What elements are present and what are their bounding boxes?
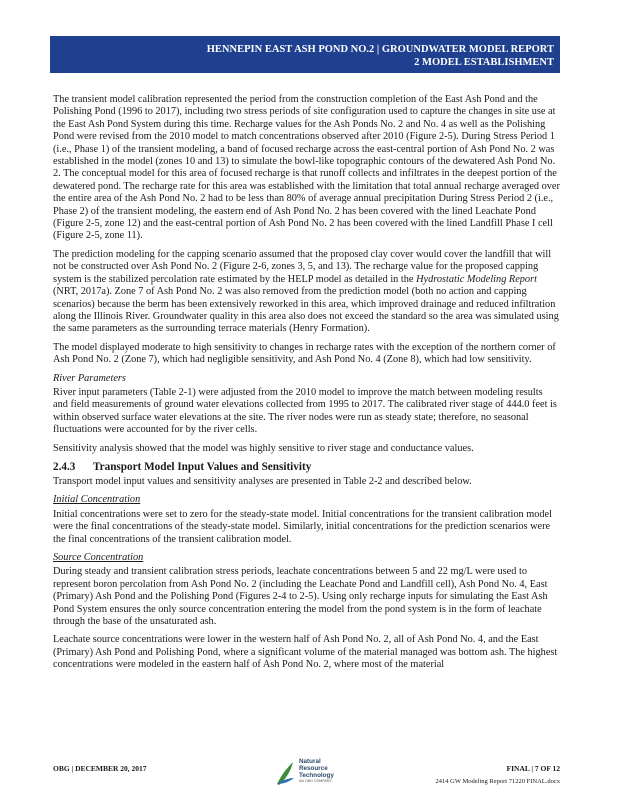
paragraph-prediction-modeling <box>53 249 560 336</box>
subheading-source-concentration: Source Concentration <box>53 552 144 563</box>
paragraph-river-sensitivity: Sensitivity analysis showed that the model was highly sensitive to river stage and conductance values. <box>53 442 474 454</box>
section-title: Transport Model Input Values and Sensitivity <box>93 460 312 473</box>
section-number: 2.4.3 <box>53 460 76 473</box>
paragraph-transient-calibration: The transient model calibration represented the period from the construction completion of the East Ash Pond and the Polishing Pond (1996 to 2017), including two stress periods of site configuration used to capture the changes in site use at the East Ash Pond System during this time. Recharge values for the Ash Ponds No. 2 and No. 4 as well as the Polishing Pond were revised from the 2010 model to match concentrations observed after 2010 (Figure 2-5). During Stress Period 1 (i.e., Phase 1) of the transient modeling, a band of focused recharge across the east-central portion of Ash Pond No. 2 was established in the model (zones 10 and 13) to simulate the bowl-like topographic contours of the dewatered Ash Pond No. 2. The conceptual model for this area of focused recharge is that runoff collects and infiltrates in the deepest portion of the dewatered pond. The recharge rate for this area was established with the limitation that total annual recharge averaged over the entire area of the Ash Pond No. 2 had to be less than 80% of average annual precipitation During Stress Period 2 (i.e., Phase 2) of the transient modeling, the eastern end of Ash Pond No. 2 has been covered with the lined Leachate Pond (Figure 2-5, zone 12) and the east-central portion of Ash Pond No. 2 has been covered with the lined Landfill Phase I cell (Figure 2-5, zone 11). <box>53 94 560 242</box>
paragraph-recharge-sensitivity: The model displayed moderate to high sensitivity to changes in recharge rates with the exception of the northern corner of Ash Pond No. 2 (Zone 7), which had negligible sensitivity, and Ash Pond No. 4 (Zone 8), which had low sensitivity. <box>53 341 556 366</box>
footer-page-number: FINAL | 7 OF 12 <box>506 764 560 773</box>
company-logo <box>275 756 345 792</box>
page-footer <box>53 756 560 792</box>
paragraph-leachate-source: Leachate source concentrations were lower in the western half of Ash Pond No. 2, all of Ash Pond No. 4, and the East (Primary) Ash Pond and Polishing Pond, where a significant volume of the material managed was bottom ash. The highest concentrations were modeled in the eastern half of Ash Pond No. 2, where most of the material <box>53 634 558 671</box>
paragraph-river-parameters: River input parameters (Table 2-1) were adjusted from the 2010 model to improve the match between modeling results and field measurements of ground water elevations collected from 1995 to 2017. The calibrated river stage of 444.0 feet is within observed surface water elevations at the site. The river nodes were run as steady state; therefore, no seasonal fluctuations were accounted for by the river cells. <box>53 386 557 436</box>
report-title-reference: Hydrostatic Modeling Report <box>416 273 537 285</box>
report-header-section: 2 MODEL ESTABLISHMENT <box>414 57 554 68</box>
logo-mark-icon <box>275 760 295 786</box>
report-header-bar <box>50 36 560 73</box>
subheading-initial-concentration: Initial Concentration <box>53 494 141 506</box>
subheading-river-parameters: River Parameters <box>53 372 126 384</box>
logo-subtitle: AN OBG COMPANY <box>299 779 332 783</box>
paragraph-transport-intro: Transport model input values and sensitivity analyses are presented in Table 2-2 and described below. <box>53 475 472 487</box>
logo-line: Technology <box>299 772 334 779</box>
paragraph-text: (NRT, 2017a). Zone 7 of Ash Pond No. 2 was also removed from the prediction model (both no action and capping scenarios) because the berm has been extensively reworked in this area, which improved drainage and reduced infiltration along the Illinois River. Groundwater quality in this area also does not exceed the standard so the area was simulated using the same parameters as the surrounding terrace materials (Henry Formation). <box>53 286 559 335</box>
paragraph-text: The prediction modeling for the capping scenario assumed that the proposed clay cover would cover the landfill that will not be constructed over Ash Pond No. 2 (Figure 2-6, zones 3, 5, and 13). The recharge value for the proposed capping system is the stabilized percolation rate estimated by the HELP model as detailed in the <box>53 248 552 285</box>
page-body <box>53 94 560 678</box>
section-heading <box>53 461 560 474</box>
logo-text <box>299 758 334 784</box>
logo-line: Natural <box>299 758 321 765</box>
report-header-title: HENNEPIN EAST ASH POND NO.2 | GROUNDWATER MODEL REPORT <box>206 44 554 55</box>
footer-filename: 2414 GW Modeling Report 71220 FINAL.docx <box>435 778 560 785</box>
paragraph-initial-concentration: Initial concentrations were set to zero for the steady-state model. Initial concentrations for the transient calibration model were the final concentrations of the steady-state model. Similarly, initial concentrations for the prediction scenarios were the final concentrations of the transient calibration model. <box>53 508 552 545</box>
logo-line: Resource <box>299 765 328 772</box>
footer-date: OBG | DECEMBER 20, 2017 <box>53 764 147 773</box>
paragraph-source-concentration: During steady and transient calibration stress periods, leachate concentrations between 5 and 22 mg/L were used to represent boron percolation from Ash Pond No. 2 (including the Leachate Pond and Landfill cell), Ash Pond No. 4, East (Primary) Ash Pond and the Polishing Pond (Figures 2-4 to 2-5). Using only recharge inputs for simulating the East Ash Pond System ensures the only source concentration entering the model from the pond system is in the form of leachate through the base of the unsaturated ash. <box>53 566 548 628</box>
